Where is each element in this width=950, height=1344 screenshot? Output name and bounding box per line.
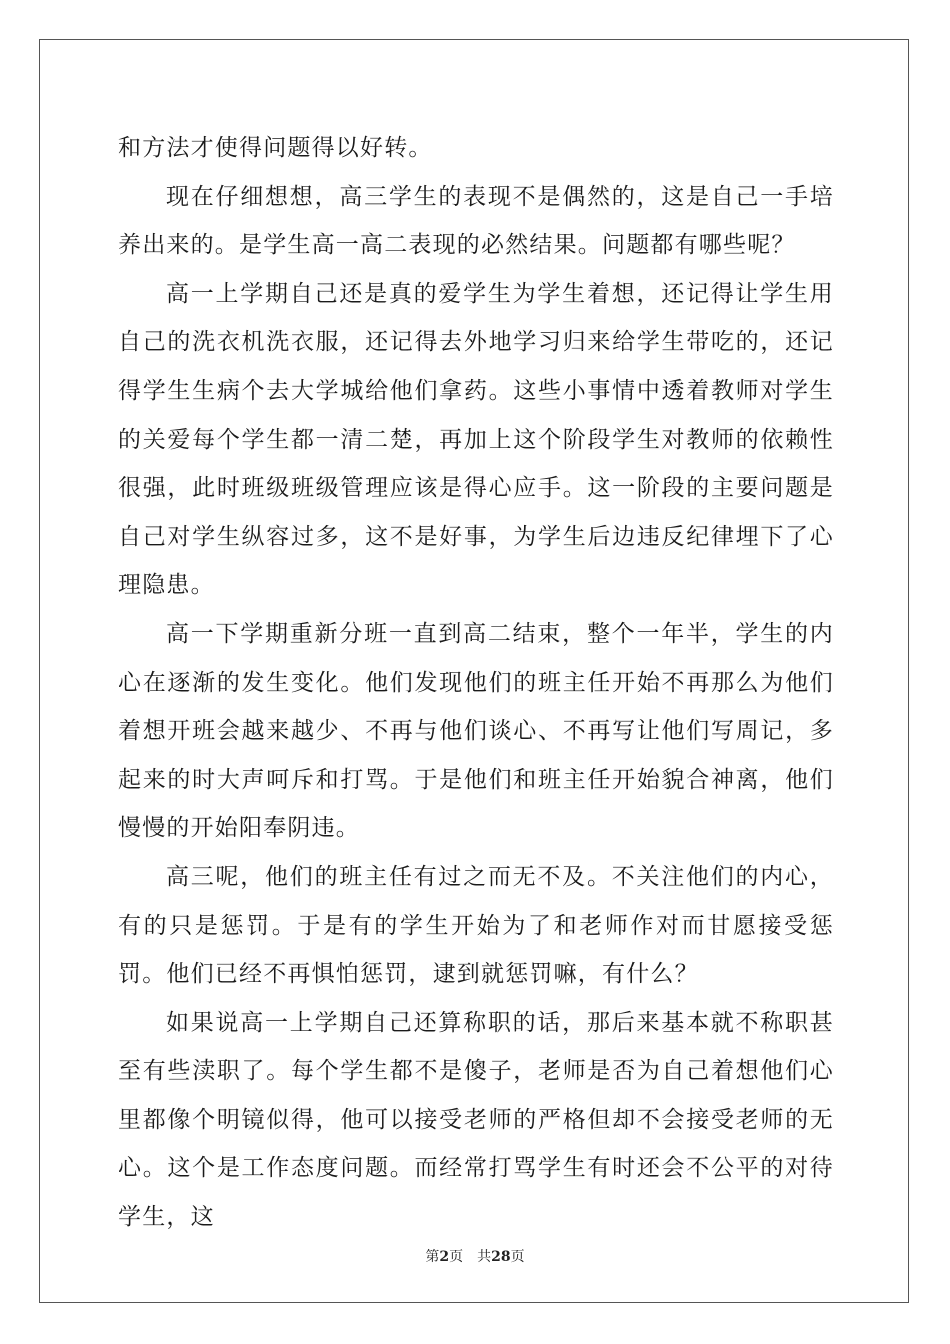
total-prefix: 共 [477, 1249, 492, 1265]
paragraph: 高一下学期重新分班一直到高二结束，整个一年半，学生的内心在逐渐的发生变化。他们发现他们的班主任开始不再那么为他们着想开班会越来越少、不再与他们谈心、不再写让他们写周记，多起来的时大声呵斥和打骂。于是他们和班主任开始貌合神离，他们慢慢的开始阳奉阴违。 [118, 620, 834, 842]
paragraph: 现在仔细想想，高三学生的表现不是偶然的，这是自己一手培养出来的。是学生高一高二表现的必然结果。问题都有哪些呢？ [118, 183, 834, 259]
page-prefix: 第 [425, 1249, 440, 1265]
page-number: 2 [439, 1249, 450, 1265]
total-pages: 28 [491, 1249, 511, 1265]
page-footer [0, 1246, 950, 1266]
page-suffix: 页 [449, 1249, 464, 1265]
paragraph: 高一上学期自己还是真的爱学生为学生着想，还记得让学生用自己的洗衣机洗衣服，还记得去外地学习归来给学生带吃的，还记得学生生病个去大学城给他们拿药。这些小事情中透着教师对学生的关爱每个学生都一清二楚，再加上这个阶段学生对教师的依赖性很强，此时班级班级管理应该是得心应手。这一阶段的主要问题是自己对学生纵容过多，这不是好事，为学生后边违反纪律埋下了心理隐患。 [118, 280, 834, 599]
document-body [118, 124, 834, 1242]
total-suffix: 页 [510, 1249, 525, 1265]
paragraph: 和方法才使得问题得以好转。 [118, 135, 433, 161]
paragraph: 如果说高一上学期自己还算称职的话，那后来基本就不称职甚至有些渎职了。每个学生都不是傻子，老师是否为自己着想他们心里都像个明镜似得，他可以接受老师的严格但却不会接受老师的无心。这个是工作态度问题。而经常打骂学生有时还会不公平的对待学生，这 [118, 1009, 834, 1231]
paragraph: 高三呢，他们的班主任有过之而无不及。不关注他们的内心，有的只是惩罚。于是有的学生开始为了和老师作对而甘愿接受惩罚。他们已经不再惧怕惩罚，逮到就惩罚嘛，有什么？ [118, 863, 834, 988]
